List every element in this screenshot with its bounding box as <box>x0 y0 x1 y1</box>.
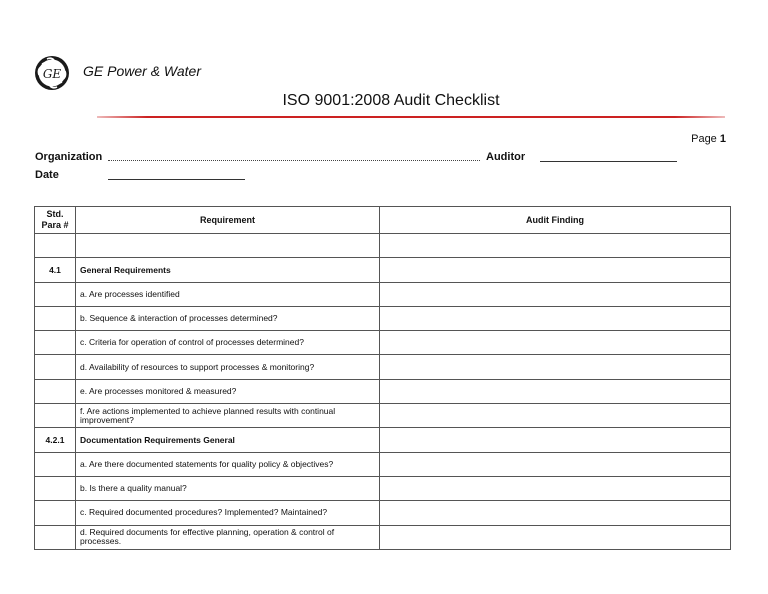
para-cell <box>35 234 76 258</box>
finding-cell[interactable] <box>380 282 731 306</box>
table-header-row <box>35 207 731 234</box>
col-requirement-header: Requirement <box>76 207 380 234</box>
requirement-cell <box>76 234 380 258</box>
para-cell <box>35 331 76 355</box>
table-row <box>35 404 731 428</box>
requirement-cell: c. Criteria for operation of control of processes determined? <box>76 331 380 355</box>
para-cell <box>35 452 76 476</box>
requirement-cell: d. Required documents for effective planning, operation & control of processes. <box>76 525 380 549</box>
finding-cell[interactable] <box>380 331 731 355</box>
para-cell: 4.1 <box>35 258 76 282</box>
organization-label: Organization <box>35 151 103 163</box>
table-row <box>35 501 731 525</box>
date-label: Date <box>35 169 59 181</box>
para-cell <box>35 282 76 306</box>
table-row <box>35 452 731 476</box>
requirement-cell: a. Are there documented statements for quality policy & objectives? <box>76 452 380 476</box>
finding-cell[interactable] <box>380 525 731 549</box>
finding-cell[interactable] <box>380 234 731 258</box>
para-cell <box>35 306 76 330</box>
requirement-cell: c. Required documented procedures? Implemented? Maintained? <box>76 501 380 525</box>
finding-cell[interactable] <box>380 476 731 500</box>
finding-cell[interactable] <box>380 404 731 428</box>
title-underline <box>97 116 725 118</box>
requirement-cell: d. Availability of resources to support processes & monitoring? <box>76 355 380 379</box>
date-field[interactable] <box>108 179 245 180</box>
table-row <box>35 428 731 452</box>
table-row <box>35 379 731 403</box>
page-indicator: Page 1 <box>691 133 726 145</box>
table-row <box>35 258 731 282</box>
para-cell <box>35 404 76 428</box>
finding-cell[interactable] <box>380 428 731 452</box>
requirement-cell: e. Are processes monitored & measured? <box>76 379 380 403</box>
requirement-cell: f. Are actions implemented to achieve planned results with continual improvement? <box>76 404 380 428</box>
para-cell <box>35 476 76 500</box>
finding-cell[interactable] <box>380 258 731 282</box>
page-title: ISO 9001:2008 Audit Checklist <box>282 92 500 109</box>
para-cell <box>35 501 76 525</box>
col-finding-header: Audit Finding <box>380 207 731 234</box>
finding-cell[interactable] <box>380 501 731 525</box>
table-row <box>35 331 731 355</box>
table-row <box>35 234 731 258</box>
finding-cell[interactable] <box>380 379 731 403</box>
audit-checklist-table <box>34 206 731 550</box>
table-row <box>35 355 731 379</box>
company-name: GE Power & Water <box>83 63 202 79</box>
ge-logo <box>34 55 70 91</box>
table-row <box>35 476 731 500</box>
para-cell <box>35 525 76 549</box>
finding-cell[interactable] <box>380 452 731 476</box>
table-row <box>35 525 731 549</box>
auditor-label: Auditor <box>486 151 526 163</box>
para-cell: 4.2.1 <box>35 428 76 452</box>
col-para-header: Std. Para # <box>35 207 76 234</box>
svg-text:GE: GE <box>42 67 62 81</box>
finding-cell[interactable] <box>380 355 731 379</box>
auditor-field[interactable] <box>540 161 677 162</box>
table-row <box>35 306 731 330</box>
section-title-cell: General Requirements <box>76 258 380 282</box>
requirement-cell: b. Is there a quality manual? <box>76 476 380 500</box>
section-title-cell: Documentation Requirements General <box>76 428 380 452</box>
para-cell <box>35 379 76 403</box>
finding-cell[interactable] <box>380 306 731 330</box>
requirement-cell: b. Sequence & interaction of processes determined? <box>76 306 380 330</box>
para-cell <box>35 355 76 379</box>
table-row <box>35 282 731 306</box>
requirement-cell: a. Are processes identified <box>76 282 380 306</box>
organization-field[interactable] <box>108 160 480 161</box>
